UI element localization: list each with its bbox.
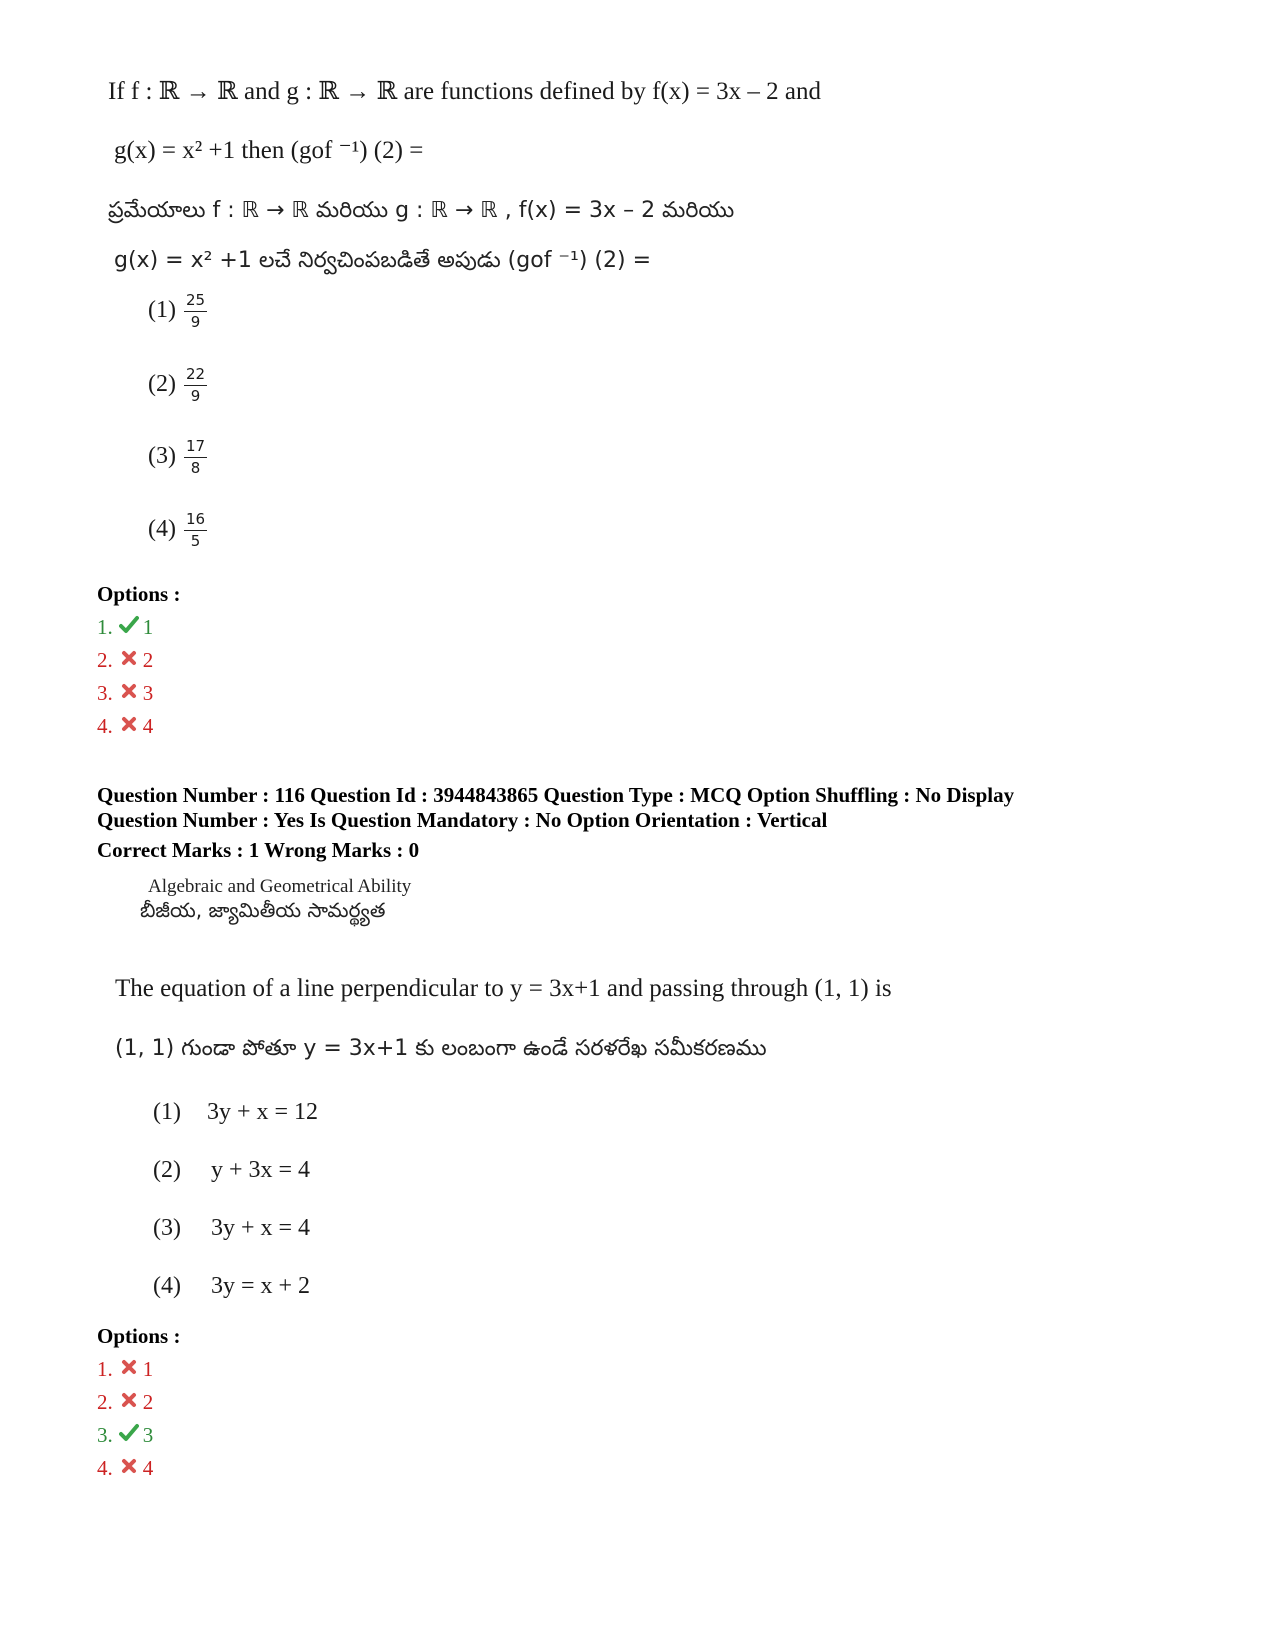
option-value: 3	[142, 1423, 154, 1447]
option-value: 3	[142, 681, 154, 705]
fraction	[184, 511, 207, 550]
choice-text: 3y + x = 4	[210, 1215, 311, 1241]
q116-choice-2	[153, 1157, 310, 1184]
q116-choice-4	[153, 1273, 310, 1300]
option-number: 1.	[97, 615, 113, 639]
choice-label: (1)	[148, 297, 176, 324]
fraction	[184, 292, 207, 331]
denominator: 9	[190, 313, 201, 331]
q116-telugu-line: (1, 1) గుండా పోతూ y = 3x+1 కు లంబంగా ఉండే సరళరేఖ సమీకరణము	[115, 1036, 767, 1061]
choice-text: 3y = x + 2	[210, 1273, 311, 1299]
option-number: 1.	[97, 1357, 113, 1381]
cross-icon	[119, 648, 139, 668]
option-value: 1	[142, 1357, 154, 1381]
choice-label: (4)	[148, 516, 176, 543]
check-icon	[119, 1423, 139, 1443]
denominator: 9	[190, 387, 201, 405]
option-value: 4	[142, 714, 154, 738]
choice-label: (4)	[153, 1273, 181, 1299]
check-icon	[119, 615, 139, 635]
cross-icon	[119, 1390, 139, 1410]
q115-telugu-line1: ప్రమేయాలు f : ℝ → ℝ మరియు g : ℝ → ℝ , f(x) = 3x – 2 మరియు	[108, 198, 735, 223]
q116-option-4	[97, 1456, 153, 1481]
q115-text-line1: If f : ℝ → ℝ and g : ℝ → ℝ are functions defined by f(x) = 3x – 2 and	[108, 78, 822, 105]
choice-label: (1)	[153, 1099, 181, 1125]
option-number: 2.	[97, 1390, 113, 1414]
option-value: 2	[142, 648, 154, 672]
numerator: 17	[184, 438, 207, 458]
option-number: 4.	[97, 1456, 113, 1480]
cross-icon	[119, 1456, 139, 1476]
fraction	[184, 438, 207, 477]
q116-text-line1: The equation of a line perpendicular to y = 3x+1 and passing through (1, 1) is	[115, 975, 892, 1002]
q116-option-3	[97, 1423, 153, 1448]
numerator: 16	[184, 511, 207, 531]
denominator: 5	[190, 532, 201, 550]
q115-choice-3	[148, 438, 207, 477]
option-number: 3.	[97, 1423, 113, 1447]
cross-icon	[119, 1357, 139, 1377]
option-value: 2	[142, 1390, 154, 1414]
fraction	[184, 366, 207, 405]
q115-options-heading: Options :	[97, 582, 181, 606]
q115-option-4	[97, 714, 153, 739]
q115-choice-1	[148, 292, 207, 331]
choice-label: (2)	[148, 371, 176, 398]
q115-text-line2: g(x) = x² +1 then (gof ⁻¹) (2) =	[114, 137, 424, 164]
cross-icon	[119, 714, 139, 734]
option-value: 1	[142, 615, 154, 639]
q116-options-heading: Options :	[97, 1324, 181, 1348]
q116-option-2	[97, 1390, 153, 1415]
q115-telugu-line2: g(x) = x² +1 లచే నిర్వచింపబడితే అపుడు (gof ⁻¹) (2) =	[114, 248, 652, 273]
q116-option-1	[97, 1357, 153, 1382]
q116-choice-3	[153, 1215, 310, 1242]
choice-text: 3y + x = 12	[206, 1099, 319, 1125]
q115-option-2	[97, 648, 153, 673]
option-number: 3.	[97, 681, 113, 705]
option-number: 2.	[97, 648, 113, 672]
q116-meta-line3: Correct Marks : 1 Wrong Marks : 0	[97, 838, 420, 862]
q116-meta-line2: Question Number : Yes Is Question Mandatory : No Option Orientation : Vertical	[97, 808, 828, 832]
denominator: 8	[190, 459, 201, 477]
q116-meta-line1: Question Number : 116 Question Id : 3944843865 Question Type : MCQ Option Shuffling : No Display	[97, 783, 1015, 807]
q115-choice-4	[148, 511, 207, 550]
section-title-english: Algebraic and Geometrical Ability	[148, 876, 412, 897]
q115-option-1	[97, 615, 153, 640]
q115-option-3	[97, 681, 153, 706]
numerator: 25	[184, 292, 207, 312]
choice-label: (2)	[153, 1157, 181, 1183]
q115-choice-2	[148, 366, 207, 405]
choice-label: (3)	[148, 443, 176, 470]
numerator: 22	[184, 366, 207, 386]
option-number: 4.	[97, 714, 113, 738]
cross-icon	[119, 681, 139, 701]
choice-label: (3)	[153, 1215, 181, 1241]
section-title-telugu: బీజీయ, జ్యామితీయ సామర్థ్యత	[140, 898, 386, 922]
q116-choice-1	[153, 1099, 318, 1126]
choice-text: y + 3x = 4	[210, 1157, 311, 1183]
option-value: 4	[142, 1456, 154, 1480]
